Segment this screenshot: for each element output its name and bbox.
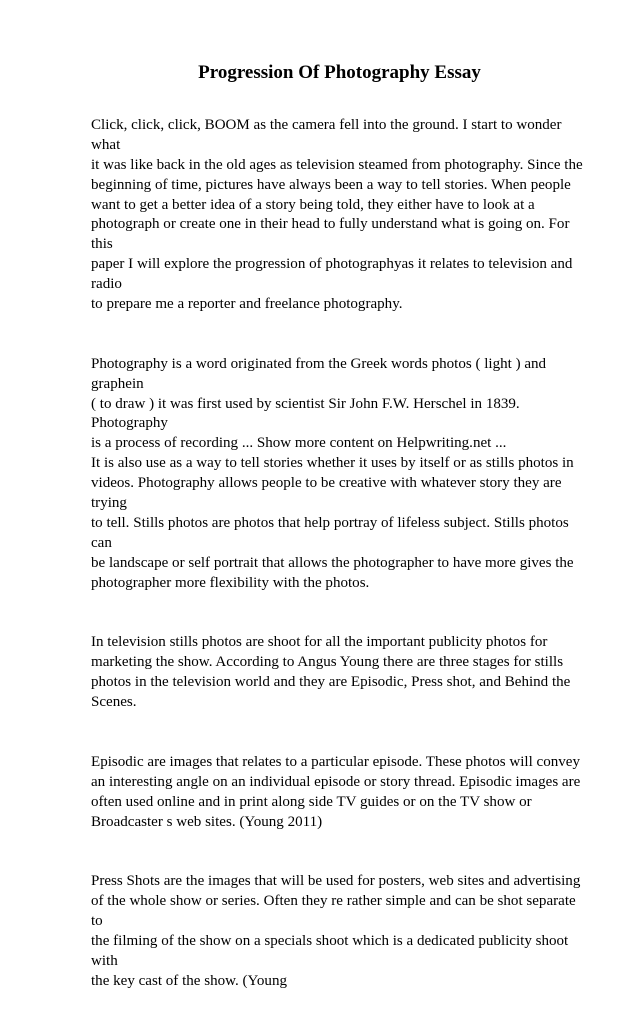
essay-paragraph-2: Photography is a word originated from the Greek words photos ( light ) and graphein ( to draw ) it was first used by scientist Sir John F.W. Herschel in 1839. Photography is a process of recording ... Show more content on Helpwriting.net ... It is also use as a way to tell stories whether it uses by itself or as stills photos in videos. Photography allows people to be creative with whatever story they are trying to tell. Stills photos are photos that help portray of lifeless subject. Stills photos can be landscape or self portrait that allows the photographer to have more gives the photographer more flexibility with the photos. (91, 355, 574, 591)
essay-paragraph-4: Episodic are images that relates to a particular episode. These photos will convey an interesting angle on an individual episode or story thread. Episodic images are often used online and in print along side TV guides or on the TV show or Broadcaster s web sites. (Young 2011) (91, 753, 581, 830)
essay-paragraph-3: In television stills photos are shoot for all the important publicity photos for marketing the show. According to Angus Young there are three stages for stills photos in the television world and they are Episodic, Press shot, and Behind the Scenes. (91, 634, 571, 711)
essay-body (91, 96, 590, 1032)
essay-title: Progression Of Photography Essay (198, 62, 481, 83)
essay-paragraph-1: Click, click, click, BOOM as the camera fell into the ground. I start to wonder what it was like back in the old ages as television steamed from photography. Since the beginning of time, pictures have always been a way to tell stories. When people want to get a better idea of a story being told, they either have to look at a photograph or create one in their head to fully understand what is going on. For this paper I will explore the progression of photographyas it relates to television and radio to prepare me a reporter and freelance photography. (91, 116, 583, 313)
essay-paragraph-5: Press Shots are the images that will be used for posters, web sites and advertising of the whole show or series. Often they re rather simple and can be shot separate to the filming of the show on a specials shoot which is a dedicated publicity shoot with the key cast of the show. (Young (91, 873, 581, 989)
